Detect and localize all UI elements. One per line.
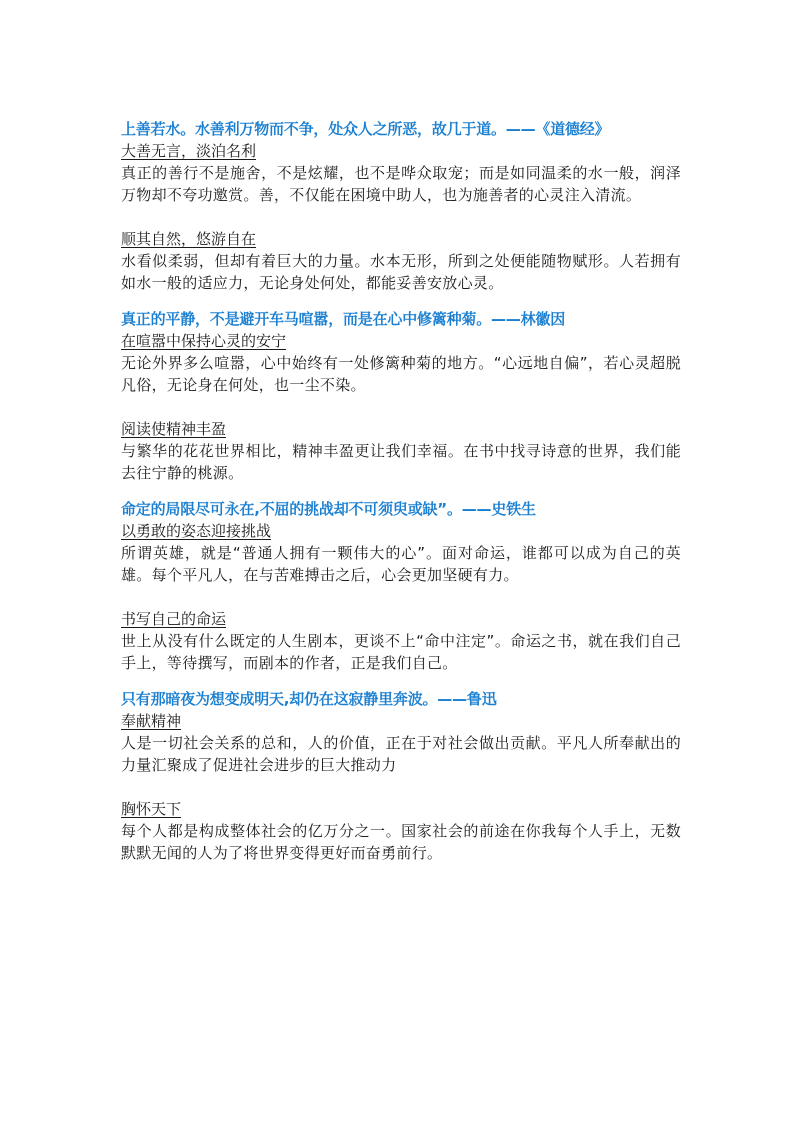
section-luxun [121,688,681,864]
section-linhuiyin [121,308,681,484]
document-body [121,118,681,864]
paragraph: 人是一切社会关系的总和，人的价值，正在于对社会做出贡献。平凡人所奉献出的力量汇聚成了促进社会进步的巨大推动力 [121,734,681,774]
quote-heading: 真正的平静，不是避开车马喧嚣，而是在心中修篱种菊。——林徽因 [121,310,566,328]
subheading: 在喧嚣中保持心灵的安宁 [121,332,287,350]
subheading: 以勇敢的姿态迎接挑战 [121,522,272,540]
subheading: 大善无言，淡泊名利 [121,142,257,160]
section-shitiesheng [121,498,681,674]
paragraph: 真正的善行不是施舍，不是炫耀，也不是哗众取宠；而是如同温柔的水一般，润泽万物却不夸功邀赏。善，不仅能在困境中助人，也为施善者的心灵注入清流。 [121,164,681,204]
quote-heading: 只有那暗夜为想变成明天,却仍在这寂静里奔波。——鲁迅 [121,690,497,708]
paragraph: 与繁华的花花世界相比，精神丰盈更让我们幸福。在书中找寻诗意的世界，我们能去往宁静的桃源。 [121,442,681,482]
section-daodejing [121,118,681,294]
paragraph: 每个人都是构成整体社会的亿万分之一。国家社会的前途在你我每个人手上，无数默默无闻的人为了将世界变得更好而奋勇前行。 [121,822,681,862]
paragraph: 水看似柔弱，但却有着巨大的力量。水本无形，所到之处便能随物赋形。人若拥有如水一般的适应力，无论身处何处，都能妥善安放心灵。 [121,252,681,292]
quote-heading: 命定的局限尽可永在,不屈的挑战却不可须臾或缺”。——史铁生 [121,500,536,518]
quote-heading: 上善若水。水善利万物而不争，处众人之所恶，故几于道。——《道德经》 [121,120,610,138]
subheading: 胸怀天下 [121,800,182,818]
subheading: 书写自己的命运 [121,610,227,628]
subheading: 顺其自然，悠游自在 [121,230,257,248]
subheading: 阅读使精神丰盈 [121,420,227,438]
subheading: 奉献精神 [121,712,182,730]
paragraph: 世上从没有什么既定的人生剧本，更谈不上“命中注定”。命运之书，就在我们自己手上，等待撰写，而剧本的作者，正是我们自己。 [121,632,681,672]
paragraph: 所谓英雄，就是“普通人拥有一颗伟大的心”。面对命运，谁都可以成为自己的英雄。每个平凡人，在与苦难搏击之后，心会更加坚硬有力。 [121,544,681,584]
paragraph: 无论外界多么喧嚣，心中始终有一处修篱种菊的地方。“心远地自偏”，若心灵超脱凡俗，无论身在何处，也一尘不染。 [121,354,681,394]
